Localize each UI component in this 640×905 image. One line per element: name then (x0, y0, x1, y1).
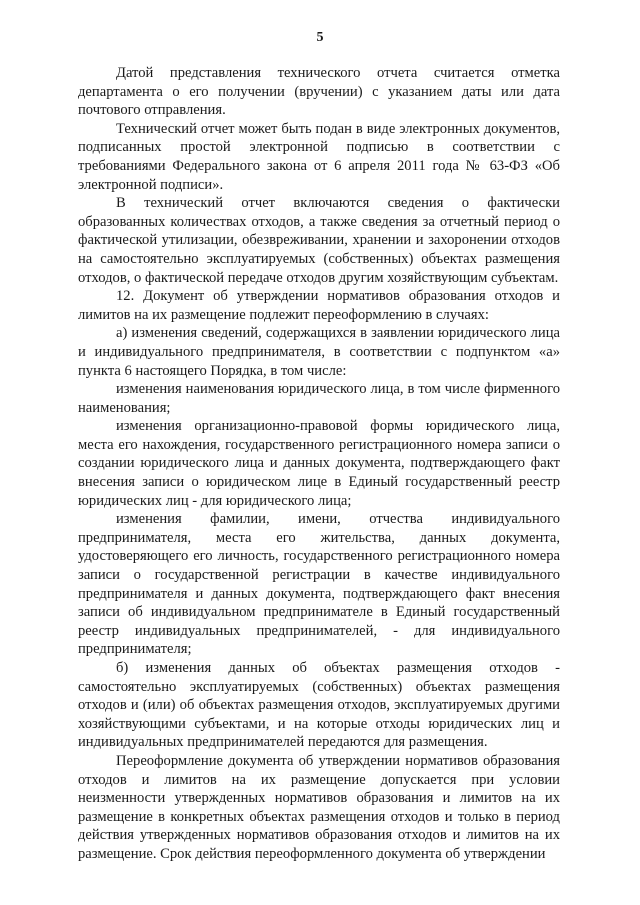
paragraph-item-12b: б) изменения данных об объектах размещения отходов - самостоятельно эксплуатируемых (собственных) объектах размещения отходов и (или) об объектах размещения отходов, эксплуатируемых другими хозяйствующими субъектами, и на которые отходы юридических лиц и индивидуальных предпринимателей передаются для размещения. (78, 660, 560, 751)
paragraph-item-12a: а) изменения сведений, содержащихся в заявлении юридического лица и индивидуального предпринимателя, в соответствии с подпунктом «а» пункта 6 настоящего Порядка, в том числе: (78, 325, 560, 379)
paragraph-report-submission-date: Датой представления технического отчета считается отметка департамента о его получении (вручении) с указанием даты или дата почтового отправления. (78, 65, 560, 119)
paragraph-legal-form-change: изменения организационно-правовой формы юридического лица, места его нахождения, государственного регистрационного номера записи о создании юридического лица и данных документа, подтверждающего факт внесения записи о юридическом лице в Единый государственный реестр юридических лиц - для юридического лица; (78, 418, 560, 509)
page-number: 5 (316, 30, 324, 45)
paragraph-report-contents: В технический отчет включаются сведения о фактически образованных количествах отходов, а также сведения за отчетный период о фактической утилизации, обезвреживании, хранении и захоронении отходов на самостоятельно эксплуатируемых (собственных) объектах размещения отходов, о фактической передаче отходов другим хозяйствующим субъектам. (78, 195, 560, 286)
paragraph-reissue-conditions: Переоформление документа об утверждении нормативов образования отходов и лимитов на их размещение допускается при условии неизменности утвержденных нормативов образования и лимитов на их размещение в конкретных объектах размещения отходов и только в период действия утвержденных нормативов образования отходов и лимитов на их размещение. Срок действия переоформленного документа об утверждении (78, 752, 560, 862)
document-body (78, 64, 560, 864)
paragraph-electronic-report: Технический отчет может быть подан в виде электронных документов, подписанных простой электронной подписью в соответствии с требованиями Федерального закона от 6 апреля 2011 года № 63-ФЗ «Об электронной подписи». (78, 120, 560, 193)
paragraph-item-12: 12. Документ об утверждении нормативов образования отходов и лимитов на их размещение подлежит переоформлению в случаях: (78, 288, 560, 323)
paragraph-name-change: изменения наименования юридического лица, в том числе фирменного наименования; (78, 381, 560, 416)
paragraph-entrepreneur-change: изменения фамилии, имени, отчества индивидуального предпринимателя, места его жительства, данных документа, удостоверяющего его личность, государственного регистрационного номера записи о государственной регистрации в качестве индивидуального предпринимателя и данных документа, подтверждающего факт внесения записи об индивидуальном предпринимателе в Единый государственный реестр индивидуальных предпринимателей, - для индивидуального предпринимателя; (78, 511, 560, 658)
